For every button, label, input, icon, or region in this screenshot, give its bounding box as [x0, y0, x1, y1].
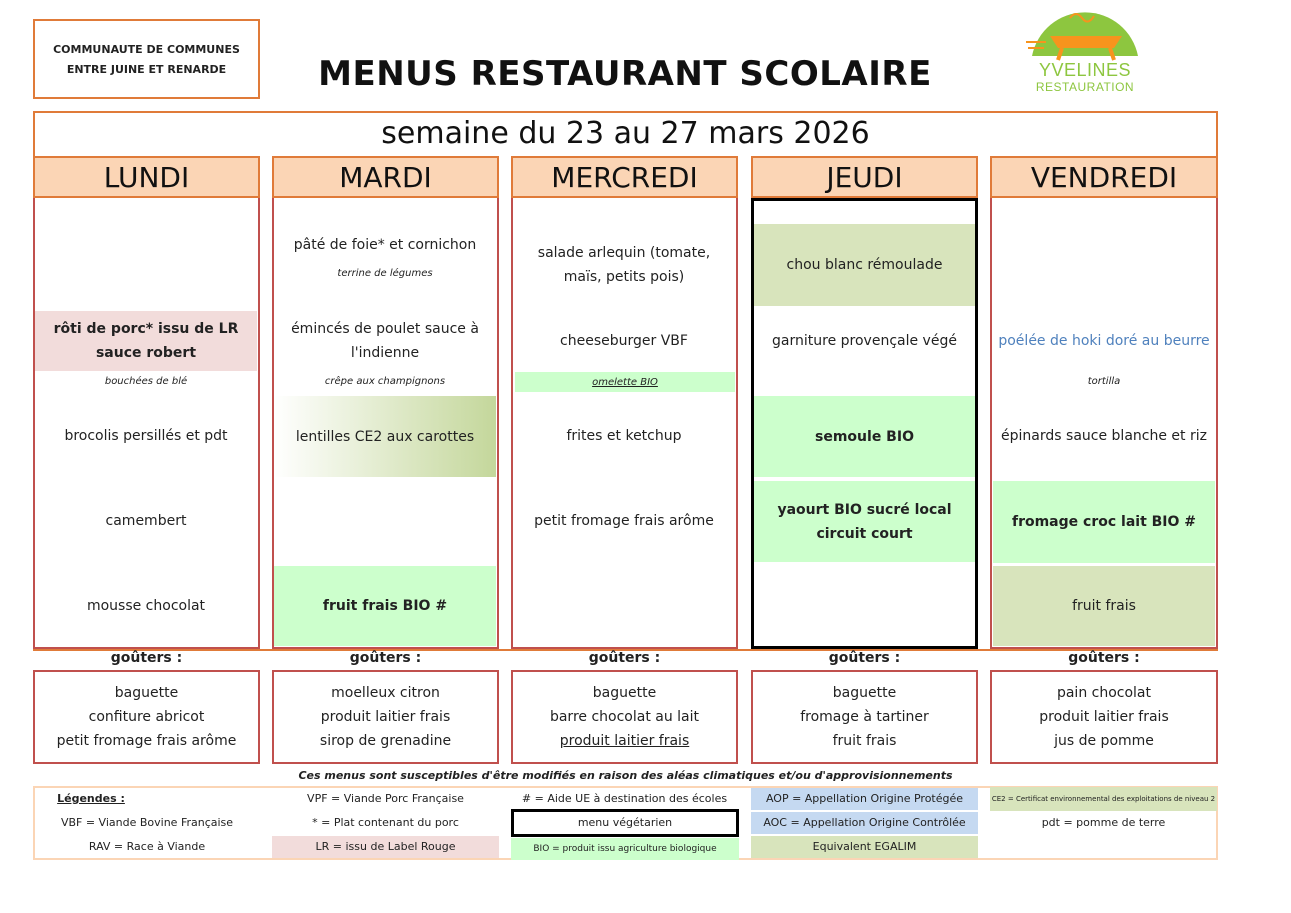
mardi-dessert: fruit frais BIO # [274, 566, 496, 646]
legend-vbf: VBF = Viande Bovine Française [60, 816, 234, 829]
legend-ce2: CE2 = Certificat environnemental des exploitations de niveau 2 [990, 787, 1217, 811]
jeudi-plat: garniture provençale végé [772, 333, 957, 349]
gouters-box-mardi [272, 670, 499, 764]
day-header-jeudi: JEUDI [751, 156, 978, 198]
gouter-item: baguette [114, 685, 179, 701]
jeudi-accompagnement: semoule BIO [754, 396, 975, 477]
mercredi-plat: cheeseburger VBF [560, 333, 688, 349]
legend-aoc: AOC = Appellation Origine Contrôlée [751, 812, 978, 834]
page-title: MENUS RESTAURANT SCOLAIRE [318, 54, 932, 94]
legend-title: Légendes : [57, 792, 125, 805]
gouter-item: produit laitier frais [1039, 709, 1169, 725]
legend-vpf: VPF = Viande Porc Française [307, 792, 464, 805]
day-header-lundi: LUNDI [33, 156, 260, 198]
legend-vegetarien: menu végétarien [511, 809, 739, 837]
lundi-dessert: mousse chocolat [86, 598, 206, 614]
mercredi-entree: salade arlequin (tomate, maïs, petits pois) [537, 245, 711, 285]
mardi-plat: émincés de poulet sauce à l'indienne [291, 321, 479, 361]
gouter-item: confiture abricot [88, 709, 205, 725]
lundi-alternative: bouchées de blé [104, 375, 188, 387]
gouters-label-vendredi: goûters : [1068, 650, 1140, 666]
mardi-entree-alternative: terrine de légumes [337, 267, 433, 279]
legend-ue: # = Aide UE à destination des écoles [521, 792, 728, 805]
gouter-item: produit laitier frais [320, 709, 451, 725]
legend-egalim: Equivalent EGALIM [751, 836, 978, 858]
gouter-item: barre chocolat au lait [549, 709, 700, 725]
gouters-box-mercredi [511, 670, 738, 764]
gouters-label-lundi: goûters : [110, 650, 183, 666]
gouters-label-jeudi: goûters : [828, 650, 901, 666]
gouters-box-lundi [33, 670, 260, 764]
week-title: semaine du 23 au 27 mars 2026 [381, 115, 870, 151]
legend-pdt: pdt = pomme de terre [1041, 816, 1166, 829]
gouter-item: sirop de grenadine [319, 733, 452, 749]
gouter-item: pain chocolat [1056, 685, 1152, 701]
gouter-item: moelleux citron [331, 685, 440, 701]
mercredi-laitier: petit fromage frais arôme [534, 513, 714, 529]
vendredi-accompagnement: épinards sauce blanche et riz [1001, 428, 1207, 444]
gouters-box-jeudi [751, 670, 978, 764]
day-header-mercredi: MERCREDI [511, 156, 738, 198]
legend-porc: * = Plat contenant du porc [312, 816, 459, 829]
mardi-entree: pâté de foie* et cornichon [293, 237, 477, 253]
logo-text-2: RESTAURATION [1035, 80, 1135, 94]
gouter-item: produit laitier frais [559, 733, 690, 749]
vendredi-alternative: tortilla [1087, 375, 1121, 387]
org-line-1: COMMUNAUTE DE COMMUNES [53, 43, 240, 56]
gouter-item: petit fromage frais arôme [56, 733, 237, 749]
jeudi-entree: chou blanc rémoulade [754, 224, 975, 306]
day-header-vendredi: VENDREDI [990, 156, 1218, 198]
yvelines-restauration-logo [1010, 8, 1160, 98]
legend-lr: LR = issu de Label Rouge [272, 836, 499, 858]
gouters-label-mardi: goûters : [349, 650, 422, 666]
gouters-label-mercredi: goûters : [588, 650, 661, 666]
day-header-mardi: MARDI [272, 156, 499, 198]
lundi-laitier: camembert [105, 513, 187, 529]
legend-rav: RAV = Race à Viande [88, 840, 206, 853]
gouter-item: jus de pomme [1054, 733, 1154, 749]
legend-bio: BIO = produit issu agriculture biologique [511, 838, 739, 860]
mercredi-alternative: omelette BIO [515, 372, 735, 392]
vendredi-laitier: fromage croc lait BIO # [993, 481, 1215, 563]
disclaimer-note: Ces menus sont susceptibles d'être modifiés en raison des aléas climatiques et/ou d'approvisionnements [298, 768, 953, 782]
lundi-accompagnement: brocolis persillés et pdt [64, 428, 228, 444]
vendredi-dessert: fruit frais [993, 566, 1215, 646]
gouter-item: baguette [832, 685, 897, 701]
gouter-item: baguette [592, 685, 657, 701]
mercredi-accompagnement: frites et ketchup [566, 428, 682, 444]
jeudi-laitier: yaourt BIO sucré local circuit court [754, 481, 975, 562]
lundi-plat: rôti de porc* issu de LR sauce robert [35, 311, 257, 371]
org-line-2: ENTRE JUINE ET RENARDE [66, 63, 227, 76]
gouter-item: fromage à tartiner [800, 709, 929, 725]
mardi-alternative: crêpe aux champignons [324, 375, 446, 387]
gouter-item: fruit frais [832, 733, 897, 749]
organisation-box [33, 19, 260, 99]
mardi-accompagnement: lentilles CE2 aux carottes [274, 396, 496, 477]
gouters-box-vendredi [990, 670, 1218, 764]
legend-aop: AOP = Appellation Origine Protégée [751, 788, 978, 810]
logo-icon [1010, 8, 1160, 68]
vendredi-plat: poélée de hoki doré au beurre [998, 333, 1210, 349]
logo-text-1: YVELINES [1038, 60, 1132, 80]
